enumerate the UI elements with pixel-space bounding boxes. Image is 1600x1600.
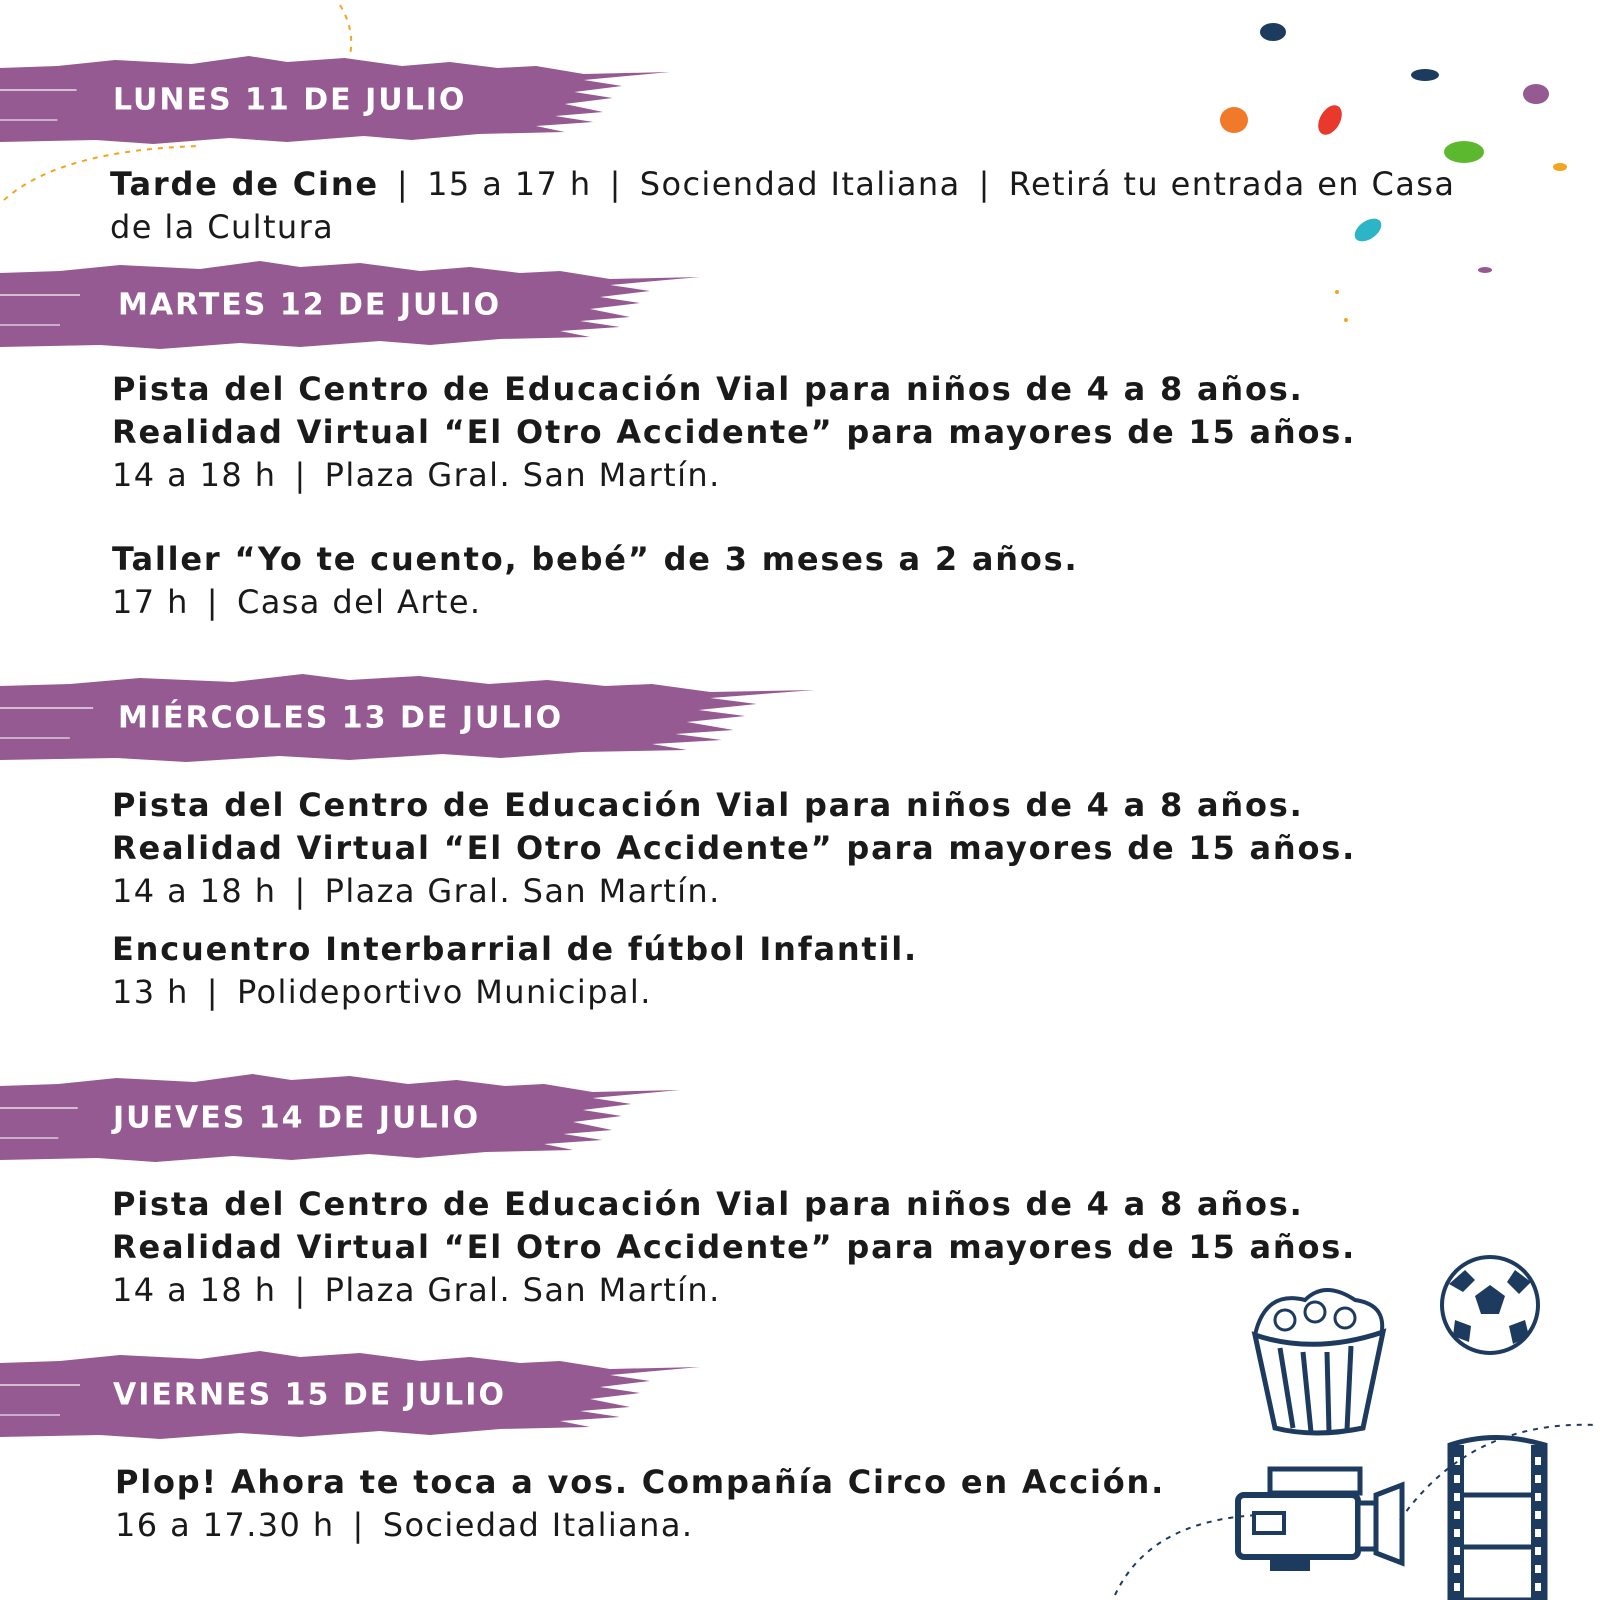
event-line: Realidad Virtual “El Otro Accidente” para mayores de 15 años. — [112, 1228, 1357, 1266]
day-banner-tuesday — [0, 255, 700, 355]
day-banner-friday — [0, 1345, 700, 1445]
event-title: Tarde de Cine — [110, 165, 379, 203]
day-title: MARTES 12 DE JULIO — [118, 287, 502, 323]
day-title: JUEVES 14 DE JULIO — [113, 1100, 481, 1136]
day-title: VIERNES 15 DE JULIO — [113, 1377, 506, 1413]
event-line: Realidad Virtual “El Otro Accidente” para mayores de 15 años. — [112, 413, 1357, 451]
event-info-cont: de la Cultura — [110, 208, 335, 246]
event-schedule: 16 a 17.30 h | Sociedad Italiana. — [115, 1506, 694, 1544]
event-time: 15 a 17 h — [427, 165, 592, 203]
event-line: Taller “Yo te cuento, bebé” de 3 meses a 2 años. — [112, 540, 1079, 578]
event-place: Sociendad Italiana — [639, 165, 961, 203]
event-schedule: 14 a 18 h | Plaza Gral. San Martín. — [112, 1271, 721, 1309]
day-banner-monday — [0, 50, 670, 150]
event-line: Realidad Virtual “El Otro Accidente” para mayores de 15 años. — [112, 829, 1357, 867]
event-schedule: 14 a 18 h | Plaza Gral. San Martín. — [112, 872, 721, 910]
event-schedule: 14 a 18 h | Plaza Gral. San Martín. — [112, 456, 721, 494]
soccer-ball-icon — [1435, 1250, 1545, 1360]
day-title: LUNES 11 DE JULIO — [113, 82, 467, 118]
event-line: Pista del Centro de Educación Vial para niños de 4 a 8 años. — [112, 1185, 1304, 1223]
event-info: Retirá tu entrada en Casa — [1008, 165, 1456, 203]
event-line: Plop! Ahora te toca a vos. Compañía Circo en Acción. — [115, 1463, 1166, 1501]
day-banner-thursday — [0, 1068, 680, 1168]
dashed-line-decoration — [1110, 1400, 1600, 1600]
day-title: MIÉRCOLES 13 DE JULIO — [118, 700, 564, 736]
day-banner-wednesday — [0, 668, 815, 768]
event-schedule: 17 h | Casa del Arte. — [112, 583, 482, 621]
event-monday: Tarde de Cine | 15 a 17 h | Sociendad Italiana | Retirá tu entrada en Casa — [110, 165, 1456, 203]
event-line: Pista del Centro de Educación Vial para niños de 4 a 8 años. — [112, 786, 1304, 824]
event-line: Encuentro Interbarrial de fútbol Infantil. — [112, 930, 919, 968]
event-line: Pista del Centro de Educación Vial para niños de 4 a 8 años. — [112, 370, 1304, 408]
event-schedule: 13 h | Polideportivo Municipal. — [112, 973, 652, 1011]
